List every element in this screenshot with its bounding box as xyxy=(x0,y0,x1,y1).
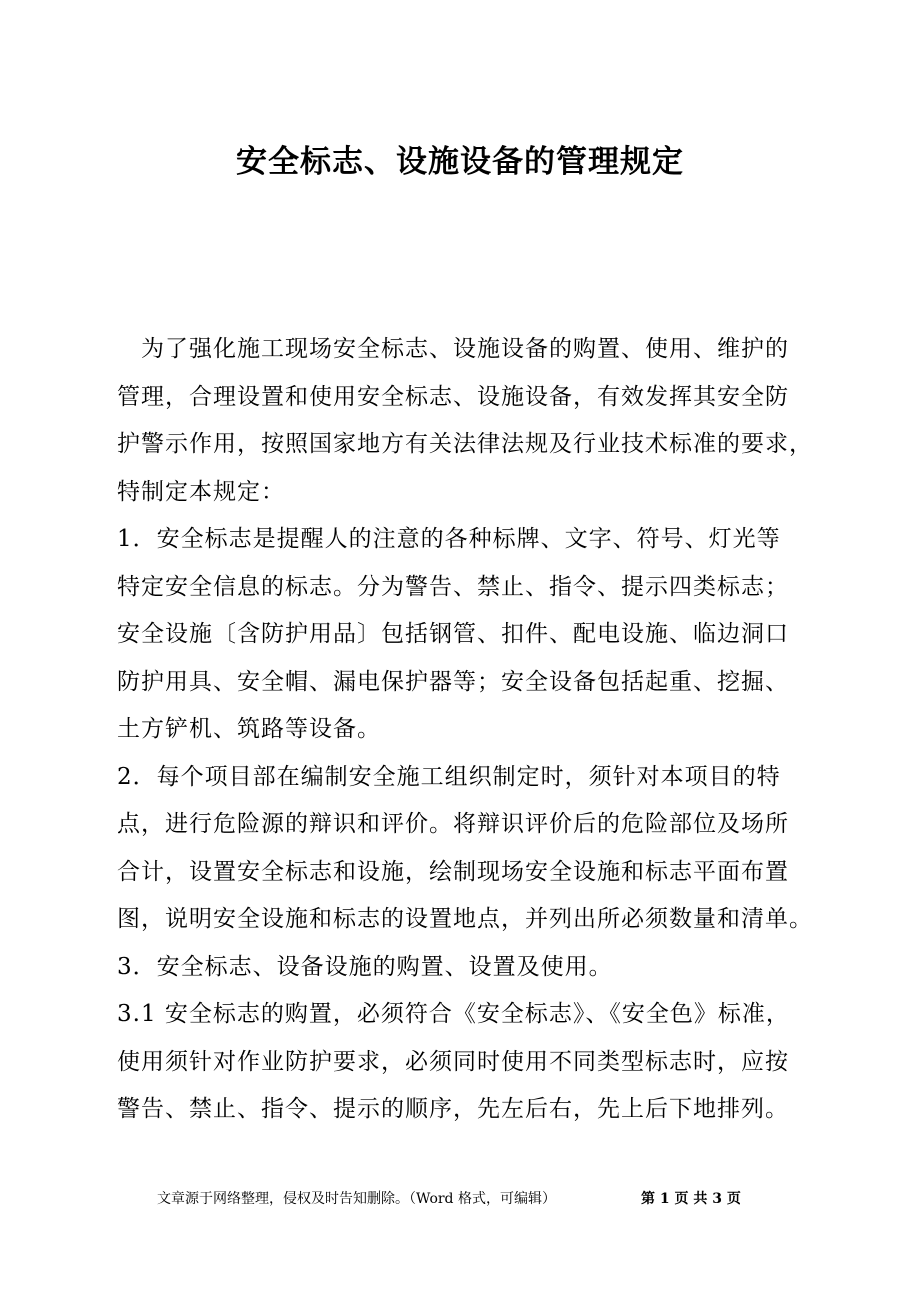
body-line: 防护用具、安全帽、漏电保护器等；安全设备包括起重、挖掘、 xyxy=(117,668,789,695)
body-line: 管理，合理设置和使用安全标志、设施设备，有效发挥其安全防 xyxy=(117,383,789,410)
body-line: 合计，设置安全标志和设施，绘制现场安全设施和标志平面布置 xyxy=(117,858,789,885)
body-line: 特定安全信息的标志。分为警告、禁止、指令、提示四类标志； xyxy=(117,573,789,600)
body-line: 护警示作用，按照国家地方有关法律法规及行业技术标准的要求， xyxy=(117,431,813,457)
page-number: 第 1 页 共 3 页 xyxy=(641,1191,741,1207)
body-line: 点，进行危险源的辩识和评价。将辩识评价后的危险部位及场所 xyxy=(117,811,789,837)
body-line: 图，说明安全设施和标志的设置地点，并列出所必须数量和清单。 xyxy=(117,906,813,932)
document-title: 安全标志、设施设备的管理规定 xyxy=(236,144,684,180)
body-line: 3.1 安全标志的购置，必须符合《安全标志》、《安全色》标准， xyxy=(117,1001,790,1027)
body-line: 特制定本规定： xyxy=(117,478,285,505)
body-line: 1．安全标志是提醒人的注意的各种标牌、文字、符号、灯光等 xyxy=(117,526,781,552)
body-line: 3．安全标志、设备设施的购置、设置及使用。 xyxy=(117,953,613,980)
body-line: 使用须针对作业防护要求，必须同时使用不同类型标志时，应按 xyxy=(117,1048,789,1075)
body-line: 为了强化施工现场安全标志、设施设备的购置、使用、维护的 xyxy=(117,336,789,362)
footer-note: 文章源于网络整理，侵权及时告知删除。（Word 格式，可编辑） xyxy=(157,1191,556,1207)
body-line: 2．每个项目部在编制安全施工组织制定时，须针对本项目的特 xyxy=(117,763,781,790)
body-line: 安全设施〔含防护用品〕包括钢管、扣件、配电设施、临边洞口 xyxy=(117,621,789,647)
document-body xyxy=(117,330,817,1138)
body-line: 警告、禁止、指令、提示的顺序，先左后右，先上后下地排列。 xyxy=(117,1096,789,1122)
body-line: 土方铲机、筑路等设备。 xyxy=(117,716,381,742)
